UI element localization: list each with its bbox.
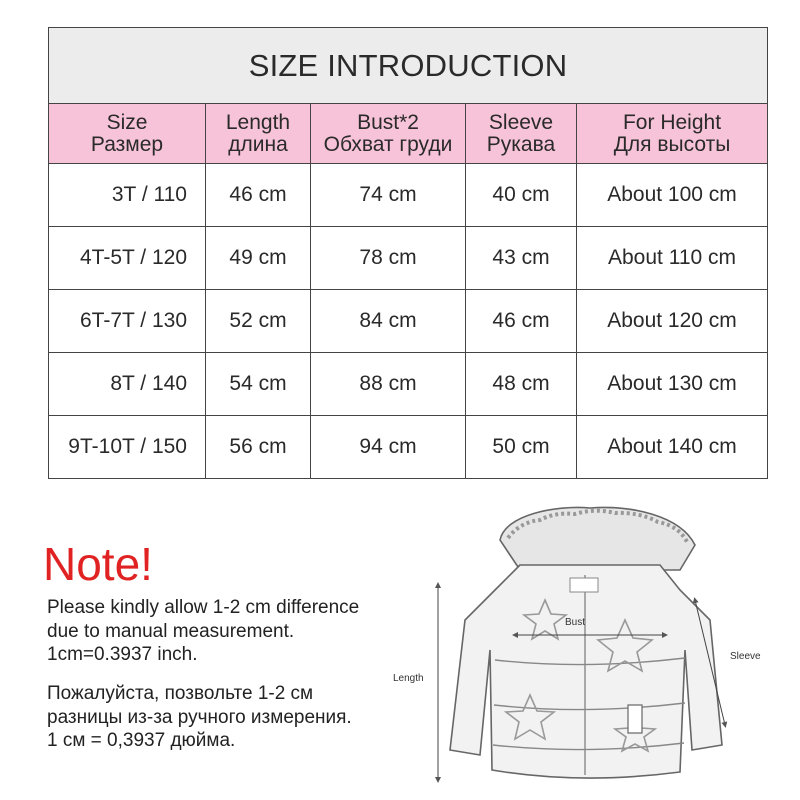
cell-bust: 94 cm bbox=[311, 416, 466, 479]
table-row bbox=[49, 290, 768, 353]
cell-height: About 100 cm bbox=[577, 164, 768, 227]
cell-length: 54 cm bbox=[206, 353, 311, 416]
bust-label: Bust bbox=[565, 617, 586, 628]
cell-length: 56 cm bbox=[206, 416, 311, 479]
cell-bust: 84 cm bbox=[311, 290, 466, 353]
cell-height: About 120 cm bbox=[577, 290, 768, 353]
cell-size: 9T-10T / 150 bbox=[49, 416, 206, 479]
cell-length: 52 cm bbox=[206, 290, 311, 353]
sleeve-label: Sleeve bbox=[730, 651, 761, 662]
table-row bbox=[49, 416, 768, 479]
header-sleeve: Sleeve Рукава bbox=[466, 104, 577, 164]
cell-length: 46 cm bbox=[206, 164, 311, 227]
cell-sleeve: 43 cm bbox=[466, 227, 577, 290]
cell-size: 8T / 140 bbox=[49, 353, 206, 416]
header-height: For Height Для высоты bbox=[577, 104, 768, 164]
cell-sleeve: 46 cm bbox=[466, 290, 577, 353]
header-bust: Bust*2 Обхват груди bbox=[311, 104, 466, 164]
cell-size: 6T-7T / 130 bbox=[49, 290, 206, 353]
header-size: Size Размер bbox=[49, 104, 206, 164]
note-russian: Пожалуйста, позвольте 1-2 см разницы из-за ручного измерения. 1 см = 0,3937 дюйма. bbox=[47, 683, 352, 751]
header-length: Length длина bbox=[206, 104, 311, 164]
cell-size: 4T-5T / 120 bbox=[49, 227, 206, 290]
table-row bbox=[49, 353, 768, 416]
cell-sleeve: 48 cm bbox=[466, 353, 577, 416]
cell-size: 3T / 110 bbox=[49, 164, 206, 227]
cell-height: About 140 cm bbox=[577, 416, 768, 479]
note-english: Please kindly allow 1-2 cm difference due to manual measurement. 1cm=0.3937 inch. bbox=[47, 597, 360, 665]
table-row bbox=[49, 164, 768, 227]
table-title: SIZE INTRODUCTION bbox=[49, 28, 768, 104]
cell-bust: 88 cm bbox=[311, 353, 466, 416]
cell-sleeve: 40 cm bbox=[466, 164, 577, 227]
cell-sleeve: 50 cm bbox=[466, 416, 577, 479]
jacket-illustration bbox=[450, 507, 722, 778]
cell-bust: 78 cm bbox=[311, 227, 466, 290]
cell-height: About 110 cm bbox=[577, 227, 768, 290]
cell-length: 49 cm bbox=[206, 227, 311, 290]
cell-height: About 130 cm bbox=[577, 353, 768, 416]
table-row bbox=[49, 227, 768, 290]
size-table bbox=[48, 27, 768, 479]
jacket-measurement-diagram bbox=[380, 500, 800, 800]
cell-bust: 74 cm bbox=[311, 164, 466, 227]
length-label: Length bbox=[393, 673, 424, 684]
note-title: Note! bbox=[43, 538, 153, 590]
table-header-row bbox=[49, 104, 768, 164]
